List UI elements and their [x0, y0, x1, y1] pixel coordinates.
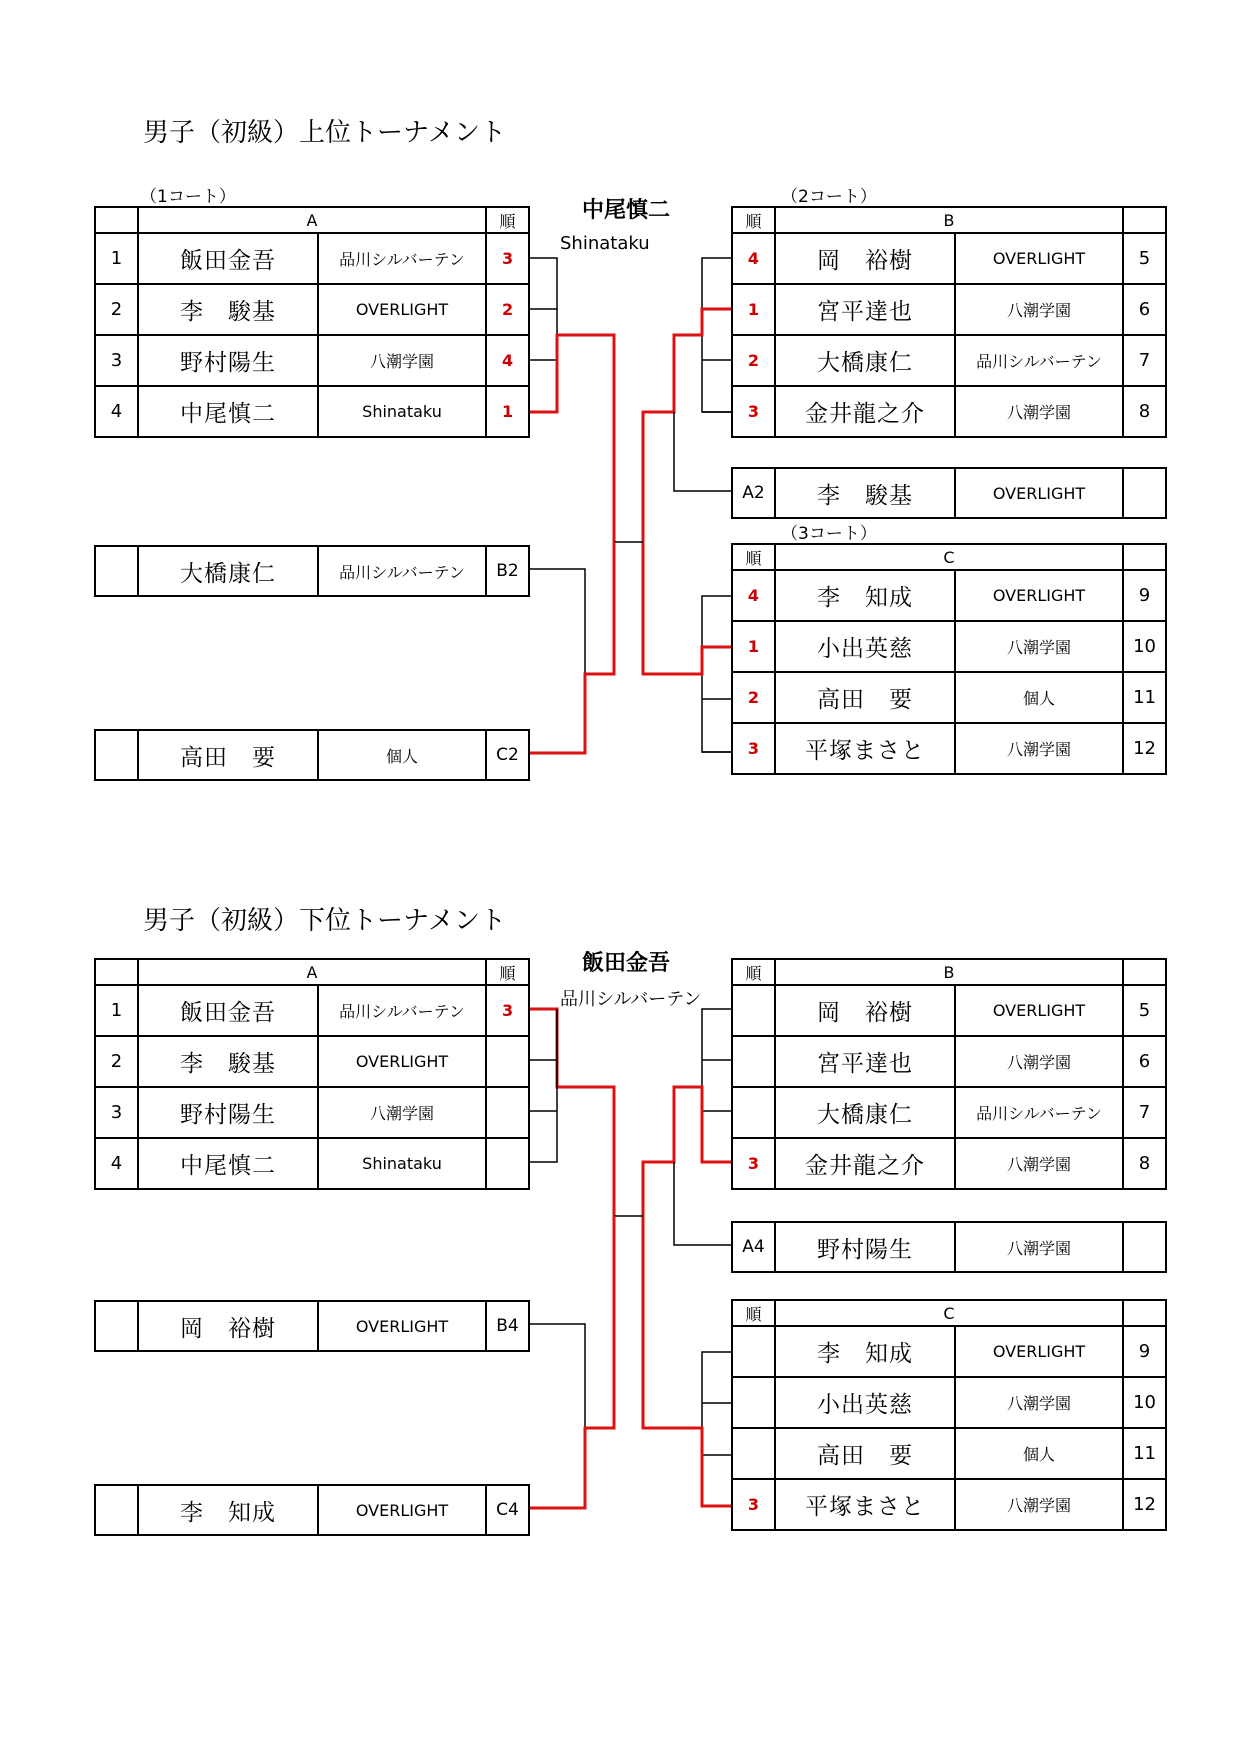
- seed-label: C2: [486, 730, 529, 780]
- lower-seed-b4-box: [94, 1300, 530, 1352]
- player-number: 7: [1123, 1087, 1166, 1138]
- lower-seed-a4-box: [731, 1221, 1167, 1273]
- player-row: [732, 1087, 1166, 1138]
- player-name: 岡 裕樹: [775, 985, 955, 1036]
- bracket-line: [528, 258, 557, 412]
- player-row: [95, 1036, 529, 1087]
- player-rank: 2: [732, 672, 775, 723]
- player-number: 5: [1123, 985, 1166, 1036]
- lower-champion-club: 品川シルバーテン: [560, 989, 702, 1010]
- rank-header: 順: [732, 207, 775, 233]
- player-rank: 1: [732, 284, 775, 335]
- player-rank: 2: [732, 335, 775, 386]
- player-club: OVERLIGHT: [318, 1485, 486, 1535]
- bracket-line: [702, 1009, 731, 1162]
- rank-header: 順: [486, 959, 529, 985]
- player-row: [732, 1138, 1166, 1189]
- court-3-label: （3コート）: [781, 524, 877, 544]
- player-number: 11: [1123, 1428, 1166, 1479]
- player-row: [95, 233, 529, 284]
- upper-group-a-table: [94, 206, 530, 438]
- upper-seed-b2-box: [94, 545, 530, 597]
- group-label: C: [775, 1300, 1123, 1326]
- player-name: 李 駿基: [138, 1036, 318, 1087]
- player-number: 4: [95, 386, 138, 437]
- player-club: 品川シルバーテン: [318, 985, 486, 1036]
- seed-label: A4: [732, 1222, 775, 1272]
- player-club: 個人: [955, 672, 1123, 723]
- player-club: 八潮学園: [318, 335, 486, 386]
- player-row: [95, 1138, 529, 1189]
- player-club: 品川シルバーテン: [955, 1087, 1123, 1138]
- group-label: A: [138, 959, 486, 985]
- group-label: A: [138, 207, 486, 233]
- upper-group-c-table: [731, 543, 1167, 775]
- player-rank: 3: [732, 386, 775, 437]
- player-name: 大橋康仁: [138, 546, 318, 596]
- player-row: [732, 1428, 1166, 1479]
- player-rank: [486, 1138, 529, 1189]
- winner-line: [528, 1009, 614, 1216]
- player-number: 9: [1123, 1326, 1166, 1377]
- player-row: [732, 284, 1166, 335]
- player-rank: 2: [486, 284, 529, 335]
- winner-line: [528, 1216, 614, 1508]
- player-number: 8: [1123, 386, 1166, 437]
- upper-seed-a2-box: [731, 467, 1167, 519]
- player-rank: [486, 1087, 529, 1138]
- player-name: 中尾慎二: [138, 1138, 318, 1189]
- player-row: [95, 335, 529, 386]
- player-row: [732, 1036, 1166, 1087]
- player-name: 李 知成: [775, 570, 955, 621]
- player-club: 品川シルバーテン: [955, 335, 1123, 386]
- player-number: 12: [1123, 723, 1166, 774]
- player-row: [732, 1377, 1166, 1428]
- player-row: [732, 621, 1166, 672]
- player-name: 高田 要: [775, 1428, 955, 1479]
- player-name: 李 駿基: [138, 284, 318, 335]
- player-club: Shinataku: [318, 386, 486, 437]
- seed-label: B2: [486, 546, 529, 596]
- upper-group-b-table: [731, 206, 1167, 438]
- player-name: 宮平達也: [775, 284, 955, 335]
- player-row: [732, 1479, 1166, 1530]
- player-number: 11: [1123, 672, 1166, 723]
- player-row: [95, 284, 529, 335]
- bracket-line: [702, 596, 731, 752]
- player-name: 高田 要: [775, 672, 955, 723]
- lower-group-b-table: [731, 958, 1167, 1190]
- player-name: 金井龍之介: [775, 1138, 955, 1189]
- player-row: [732, 335, 1166, 386]
- player-rank: [732, 1036, 775, 1087]
- group-header-row: [732, 959, 1166, 985]
- player-number: 12: [1123, 1479, 1166, 1530]
- player-number: 9: [1123, 570, 1166, 621]
- player-rank: 1: [486, 386, 529, 437]
- player-club: 八潮学園: [955, 1479, 1123, 1530]
- player-row: [95, 985, 529, 1036]
- player-name: 野村陽生: [138, 1087, 318, 1138]
- player-club: OVERLIGHT: [318, 1036, 486, 1087]
- group-header-row: [732, 544, 1166, 570]
- player-number: 3: [95, 335, 138, 386]
- player-number: 3: [95, 1087, 138, 1138]
- player-number: 5: [1123, 233, 1166, 284]
- player-club: 八潮学園: [955, 723, 1123, 774]
- player-name: 李 駿基: [775, 468, 955, 518]
- player-club: OVERLIGHT: [955, 570, 1123, 621]
- player-number: 1: [95, 233, 138, 284]
- player-rank: 4: [732, 233, 775, 284]
- player-club: 品川シルバーテン: [318, 233, 486, 284]
- player-number: 8: [1123, 1138, 1166, 1189]
- upper-champion-club: Shinataku: [560, 233, 650, 254]
- player-rank: 3: [486, 233, 529, 284]
- bracket-line: [674, 1162, 731, 1245]
- player-number: 10: [1123, 621, 1166, 672]
- upper-seed-c2-box: [94, 729, 530, 781]
- player-name: 飯田金吾: [138, 985, 318, 1036]
- player-rank: 4: [486, 335, 529, 386]
- bracket-line: [528, 1324, 585, 1428]
- player-name: 大橋康仁: [775, 1087, 955, 1138]
- rank-header: 順: [732, 544, 775, 570]
- player-row: [95, 1087, 529, 1138]
- winner-line: [643, 542, 731, 674]
- lower-group-c-table: [731, 1299, 1167, 1531]
- court-2-label: （2コート）: [781, 187, 877, 207]
- player-rank: 1: [732, 621, 775, 672]
- player-row: [732, 386, 1166, 437]
- player-name: 岡 裕樹: [775, 233, 955, 284]
- player-rank: 3: [486, 985, 529, 1036]
- player-club: 八潮学園: [955, 1138, 1123, 1189]
- player-name: 野村陽生: [138, 335, 318, 386]
- bracket-line: [528, 569, 585, 674]
- winner-line: [528, 542, 614, 753]
- lower-champion-name: 飯田金吾: [582, 951, 671, 976]
- player-rank: [732, 1377, 775, 1428]
- player-name: 中尾慎二: [138, 386, 318, 437]
- player-row: [732, 1326, 1166, 1377]
- player-rank: 3: [732, 723, 775, 774]
- bracket-line: [702, 1352, 731, 1506]
- player-club: 八潮学園: [955, 1036, 1123, 1087]
- player-number: 4: [95, 1138, 138, 1189]
- player-number: 6: [1123, 1036, 1166, 1087]
- seed-label: A2: [732, 468, 775, 518]
- rank-header: 順: [732, 959, 775, 985]
- player-number: 10: [1123, 1377, 1166, 1428]
- group-header-row: [95, 207, 529, 233]
- player-club: Shinataku: [318, 1138, 486, 1189]
- player-number: 2: [95, 284, 138, 335]
- player-row: [732, 570, 1166, 621]
- player-club: 八潮学園: [318, 1087, 486, 1138]
- player-name: 高田 要: [138, 730, 318, 780]
- player-club: 八潮学園: [955, 284, 1123, 335]
- player-club: 八潮学園: [955, 1222, 1123, 1272]
- upper-tournament-title: 男子（初級）上位トーナメント: [143, 118, 506, 148]
- group-header-row: [732, 1300, 1166, 1326]
- player-row: [732, 985, 1166, 1036]
- winner-line: [643, 1087, 731, 1216]
- winner-line: [643, 1216, 731, 1506]
- player-club: 八潮学園: [955, 1377, 1123, 1428]
- player-rank: [486, 1036, 529, 1087]
- rank-header: 順: [732, 1300, 775, 1326]
- player-name: 平塚まさと: [775, 1479, 955, 1530]
- player-name: 岡 裕樹: [138, 1301, 318, 1351]
- player-rank: [732, 1087, 775, 1138]
- player-row: [732, 672, 1166, 723]
- player-name: 小出英慈: [775, 1377, 955, 1428]
- seed-label: B4: [486, 1301, 529, 1351]
- player-club: 個人: [318, 730, 486, 780]
- lower-tournament-title: 男子（初級）下位トーナメント: [143, 906, 506, 936]
- player-name: 李 知成: [775, 1326, 955, 1377]
- group-label: C: [775, 544, 1123, 570]
- player-row: [95, 386, 529, 437]
- player-row: [732, 723, 1166, 774]
- player-rank: 4: [732, 570, 775, 621]
- player-club: OVERLIGHT: [955, 985, 1123, 1036]
- player-rank: 3: [732, 1138, 775, 1189]
- player-club: OVERLIGHT: [955, 1326, 1123, 1377]
- lower-seed-c4-box: [94, 1484, 530, 1536]
- player-rank: [732, 1428, 775, 1479]
- winner-line: [643, 309, 731, 542]
- player-club: OVERLIGHT: [955, 468, 1123, 518]
- player-number: 6: [1123, 284, 1166, 335]
- player-name: 宮平達也: [775, 1036, 955, 1087]
- player-club: OVERLIGHT: [955, 233, 1123, 284]
- player-club: 八潮学園: [955, 621, 1123, 672]
- bracket-line: [674, 412, 731, 491]
- winner-line: [528, 335, 614, 542]
- lower-group-a-table: [94, 958, 530, 1190]
- player-club: 個人: [955, 1428, 1123, 1479]
- court-1-label: （1コート）: [140, 187, 236, 207]
- bracket-line: [702, 258, 731, 412]
- group-header-row: [95, 959, 529, 985]
- player-club: OVERLIGHT: [318, 1301, 486, 1351]
- group-header-row: [732, 207, 1166, 233]
- group-label: B: [775, 207, 1123, 233]
- group-label: B: [775, 959, 1123, 985]
- player-name: 飯田金吾: [138, 233, 318, 284]
- player-rank: [732, 1326, 775, 1377]
- player-row: [732, 233, 1166, 284]
- player-rank: 3: [732, 1479, 775, 1530]
- player-club: 品川シルバーテン: [318, 546, 486, 596]
- player-name: 金井龍之介: [775, 386, 955, 437]
- player-rank: [732, 985, 775, 1036]
- player-name: 平塚まさと: [775, 723, 955, 774]
- player-number: 1: [95, 985, 138, 1036]
- player-number: 7: [1123, 335, 1166, 386]
- player-name: 小出英慈: [775, 621, 955, 672]
- upper-champion-name: 中尾慎二: [582, 198, 671, 223]
- bracket-line: [528, 1009, 557, 1060]
- seed-label: C4: [486, 1485, 529, 1535]
- player-number: 2: [95, 1036, 138, 1087]
- rank-header: 順: [486, 207, 529, 233]
- player-name: 野村陽生: [775, 1222, 955, 1272]
- player-club: 八潮学園: [955, 386, 1123, 437]
- player-club: OVERLIGHT: [318, 284, 486, 335]
- player-name: 大橋康仁: [775, 335, 955, 386]
- player-name: 李 知成: [138, 1485, 318, 1535]
